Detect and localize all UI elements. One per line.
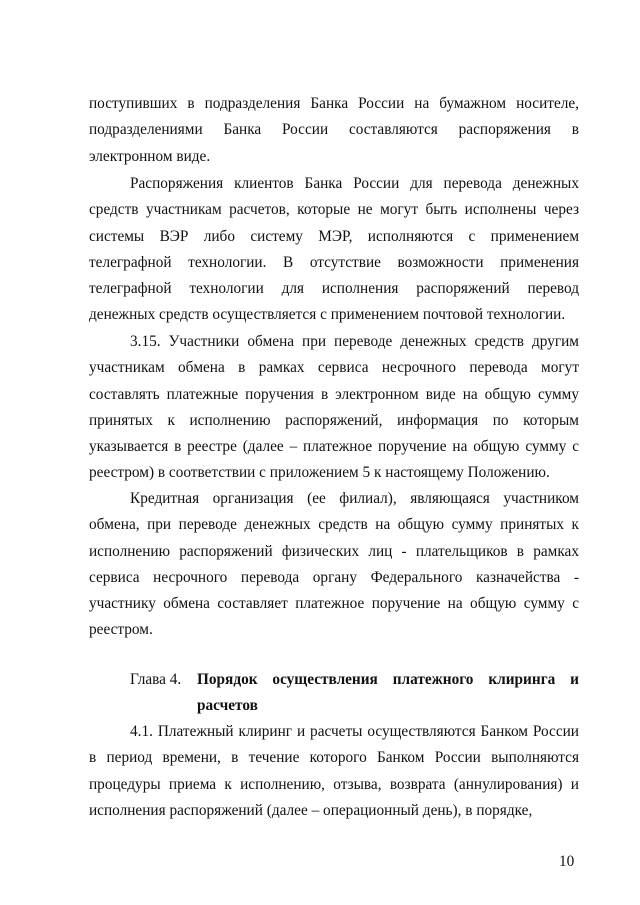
- paragraph-continuation: поступивших в подразделения Банка России на бумажном носителе, подразделениями Банка России составляются распоряжения в электронном виде.: [89, 95, 579, 165]
- page-number: 10: [559, 853, 575, 870]
- paragraph-section-3-15: 3.15. Участники обмена при переводе денежных средств другим участникам обмена в рамках сервиса несрочного перевода могут составлять платежные поручения в электронном виде на общую сумму принятых к исполнению распоряжений, информация по которым указывается в реестре (далее – платежное поручение на общую сумму с реестром) в соответствии с приложением 5 к настоящему Положению.: [89, 333, 579, 482]
- paragraph-credit-organization: Кредитная организация (ее филиал), являющаяся участником обмена, при переводе денежных средств на общую сумму принятых к исполнению распоряжений физических лиц - плательщиков в рамках сервиса несрочного перевода органу Федерального казначейства - участнику обмена составляет платежное поручение на общую сумму с реестром.: [89, 490, 579, 639]
- chapter-heading: [130, 667, 579, 720]
- chapter-title-line-1: Порядок осуществления платежного клиринга и: [197, 671, 579, 688]
- paragraph-telegraph-technology: Распоряжения клиентов Банка России для перевода денежных средств участникам расчетов, которые не могут быть исполнены через системы ВЭР либо систему МЭР, исполняются с применением телеграфной технологии. В отсутствие возможности применения телеграфной технологии для исполнения распоряжений перевод денежных средств осуществляется с применением почтовой технологии.: [89, 175, 579, 324]
- chapter-title-line-2: расчетов: [197, 697, 258, 715]
- paragraph-section-4-1: 4.1. Платежный клиринг и расчеты осуществляются Банком России в период времени, в течение которого Банком России выполняются процедуры приема к исполнению, отзыва, возврата (аннулирования) и исполнения распоряжений (далее – операционный день), в порядке,: [89, 723, 579, 819]
- chapter-label: Глава 4.: [130, 671, 182, 688]
